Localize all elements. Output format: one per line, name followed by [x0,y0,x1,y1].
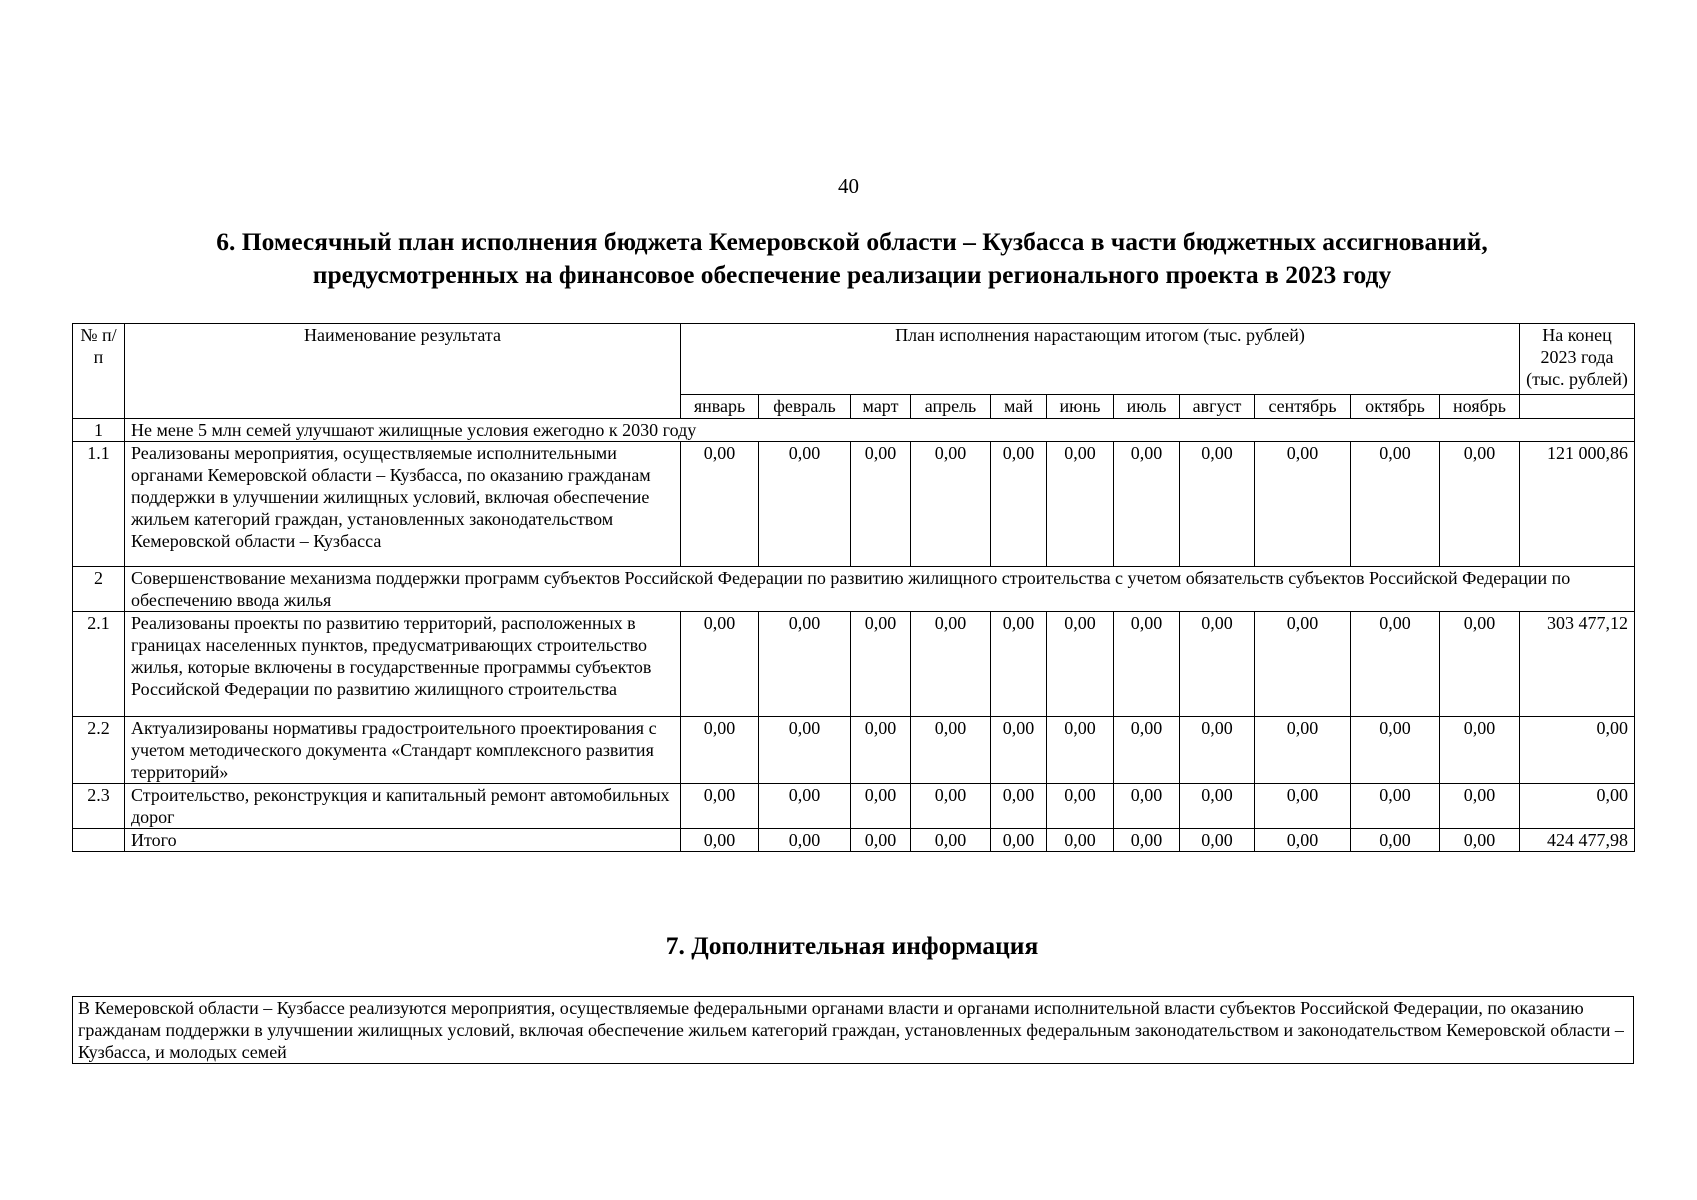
month-value: 0,00 [1440,829,1520,852]
result-name: Реализованы проекты по развитию территорий, расположенных в границах населенных пунктов, предусматривающих строительство жилья, которые включены в государственные программы субъектов Российской Федерации по развитию жилищного строительства [125,612,681,717]
month-value: 0,00 [1351,717,1440,784]
month-value: 0,00 [1440,784,1520,829]
table-header-row [73,324,1635,395]
month-value: 0,00 [759,784,851,829]
month-header: январь [681,394,759,418]
header-plan: План исполнения нарастающим итогом (тыс. рублей) [681,324,1520,395]
row-number: 2.3 [73,784,125,829]
month-value: 0,00 [1351,442,1440,567]
month-value: 0,00 [1114,442,1180,567]
year-end-total: 424 477,98 [1520,829,1635,852]
month-value: 0,00 [759,442,851,567]
row-number: 1.1 [73,442,125,567]
row-number: 2.2 [73,717,125,784]
month-value: 0,00 [1255,612,1351,717]
header-name: Наименование результата [125,324,681,419]
additional-info-box [72,996,1634,1064]
month-value: 0,00 [759,717,851,784]
month-value: 0,00 [991,442,1047,567]
month-value: 0,00 [991,784,1047,829]
month-value: 0,00 [911,784,991,829]
month-header: октябрь [1351,394,1440,418]
row-number: 2.1 [73,612,125,717]
table-row [73,784,1635,829]
month-header: июль [1114,394,1180,418]
month-value: 0,00 [1047,442,1114,567]
month-value: 0,00 [759,612,851,717]
month-value: 0,00 [911,442,991,567]
month-header: март [851,394,911,418]
table-section-row [73,419,1635,442]
month-value: 0,00 [1255,829,1351,852]
result-name: Итого [125,829,681,852]
section-6-title [72,225,1632,291]
month-header: апрель [911,394,991,418]
budget-plan-table [72,323,1635,852]
month-value: 0,00 [1440,612,1520,717]
table-section-row [73,567,1635,612]
month-header: февраль [759,394,851,418]
row-number [73,829,125,852]
month-value: 0,00 [759,829,851,852]
month-value: 0,00 [1351,784,1440,829]
month-value: 0,00 [1047,612,1114,717]
month-value: 0,00 [1255,784,1351,829]
month-value: 0,00 [851,717,911,784]
section-6-title-line-1: 6. Помесячный план исполнения бюджета Кемеровской области – Кузбасса в части бюджетных ассигнований, [216,227,1488,256]
month-value: 0,00 [681,612,759,717]
month-value: 0,00 [1255,442,1351,567]
section-heading: Совершенствование механизма поддержки программ субъектов Российской Федерации по развитию жилищного строительства с учетом обязательств субъектов Российской Федерации по обеспечению ввода жилья [125,567,1635,612]
month-header: ноябрь [1440,394,1520,418]
page-number: 40 [838,174,859,198]
section-7-title: 7. Дополнительная информация [665,931,1039,960]
table-row [73,829,1635,852]
year-end-total: 0,00 [1520,784,1635,829]
month-value: 0,00 [911,717,991,784]
month-value: 0,00 [851,612,911,717]
month-value: 0,00 [1114,717,1180,784]
month-value: 0,00 [1180,829,1255,852]
month-value: 0,00 [1047,829,1114,852]
month-value: 0,00 [1180,442,1255,567]
month-value: 0,00 [851,442,911,567]
header-end-of-year: На конец 2023 года (тыс. рублей) [1520,324,1635,395]
month-value: 0,00 [1440,442,1520,567]
result-name: Актуализированы нормативы градостроительного проектирования с учетом методического документа «Стандарт комплексного развития территорий» [125,717,681,784]
month-value: 0,00 [681,829,759,852]
month-header: август [1180,394,1255,418]
header-num: № п/п [73,324,125,419]
table-body [73,324,1635,852]
section-6-title-line-2: предусмотренных на финансовое обеспечение реализации регионального проекта в 2023 году [312,260,1392,289]
result-name: Строительство, реконструкция и капитальный ремонт автомобильных дорог [125,784,681,829]
month-value: 0,00 [681,442,759,567]
month-value: 0,00 [1440,717,1520,784]
table-row [73,442,1635,567]
month-header: май [991,394,1047,418]
month-value: 0,00 [851,829,911,852]
year-end-total: 303 477,12 [1520,612,1635,717]
month-value: 0,00 [681,784,759,829]
month-value: 0,00 [1255,717,1351,784]
month-value: 0,00 [991,717,1047,784]
year-end-total: 121 000,86 [1520,442,1635,567]
month-value: 0,00 [1114,612,1180,717]
row-number: 1 [73,419,125,442]
month-value: 0,00 [1351,612,1440,717]
month-value: 0,00 [1047,784,1114,829]
month-value: 0,00 [1180,784,1255,829]
table-row [73,717,1635,784]
month-value: 0,00 [991,829,1047,852]
month-value: 0,00 [1114,829,1180,852]
month-header: июнь [1047,394,1114,418]
month-value: 0,00 [1180,612,1255,717]
month-header: сентябрь [1255,394,1351,418]
month-value: 0,00 [911,612,991,717]
month-value: 0,00 [1180,717,1255,784]
month-value: 0,00 [1351,829,1440,852]
section-heading: Не мене 5 млн семей улучшают жилищные условия ежегодно к 2030 году [125,419,1635,442]
month-value: 0,00 [851,784,911,829]
month-value: 0,00 [991,612,1047,717]
additional-info-text: В Кемеровской области – Кузбассе реализуются мероприятия, осуществляемые федеральными органами власти и органами исполнительной власти субъектов Российской Федерации, по оказанию гражданам поддержки в улучшении жилищных условий, включая обеспечение жильем категорий граждан, установленных федеральным законодательством и законодательством Кемеровской области – Кузбасса, и молодых семей [78,998,1624,1062]
row-number: 2 [73,567,125,612]
month-value: 0,00 [681,717,759,784]
month-header-empty [1520,394,1635,418]
result-name: Реализованы мероприятия, осуществляемые исполнительными органами Кемеровской области – Кузбасса, по оказанию гражданам поддержки в улучшении жилищных условий, включая обеспечение жильем категорий граждан, установленных законодательством Кемеровской области – Кузбасса [125,442,681,567]
table-row [73,612,1635,717]
year-end-total: 0,00 [1520,717,1635,784]
month-value: 0,00 [911,829,991,852]
month-value: 0,00 [1114,784,1180,829]
month-value: 0,00 [1047,717,1114,784]
